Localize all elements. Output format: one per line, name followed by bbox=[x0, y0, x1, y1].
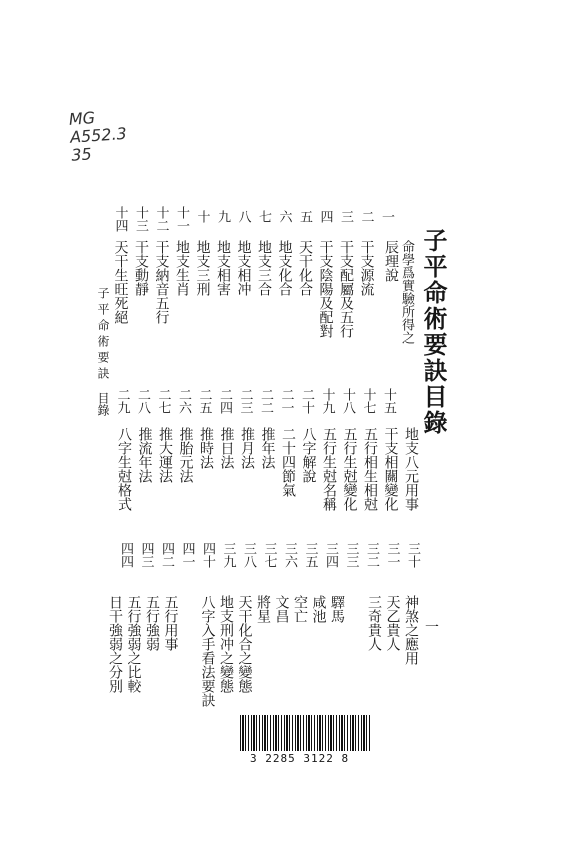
toc-item-number: 九 bbox=[215, 210, 230, 223]
toc-item-page: 三六 bbox=[282, 542, 297, 568]
toc-item-title: 推大運法 bbox=[157, 427, 173, 483]
toc-item-page: 三一 bbox=[384, 542, 400, 568]
toc-item-page: 二七 bbox=[155, 388, 171, 414]
barcode-number: 3 2285 3122 8 bbox=[250, 752, 350, 765]
toc-item-title: 五行強弱之比較 bbox=[125, 595, 142, 693]
toc-item-title: 八字生尅格式 bbox=[116, 427, 132, 511]
toc-item-page: 四二 bbox=[159, 542, 174, 568]
toc-item-title: 五行強弱 bbox=[144, 595, 160, 651]
toc-item-page: 二四 bbox=[217, 388, 232, 414]
toc-item-page: 三九 bbox=[220, 542, 236, 568]
toc-item-page: 三三 bbox=[343, 542, 359, 568]
toc-item-page: 二五 bbox=[196, 388, 212, 414]
toc-item-page: 四一 bbox=[179, 542, 195, 568]
toc-item-number: 十一 bbox=[174, 206, 189, 232]
toc-item-page: 二十 bbox=[299, 388, 314, 414]
gutter-book-title: 子平命術要訣 bbox=[96, 287, 110, 383]
page-number: 一 bbox=[425, 620, 439, 636]
toc-item-title: 推流年法 bbox=[136, 427, 153, 483]
toc-item-title: 地支相害 bbox=[215, 240, 231, 296]
handwritten-call-number bbox=[68, 105, 152, 164]
toc-item-title: 干支納音五行 bbox=[153, 240, 170, 324]
toc-item-page: 三二 bbox=[364, 542, 379, 568]
toc-item-number: 八 bbox=[235, 210, 251, 223]
toc-item-title: 地支三合 bbox=[256, 240, 272, 296]
toc-item-number: 二 bbox=[358, 210, 374, 223]
toc-item-title: 文昌 bbox=[273, 595, 290, 623]
toc-item-number: 四 bbox=[317, 210, 333, 223]
toc-item-title: 地支八元用事 bbox=[403, 427, 419, 511]
toc-item-title: 神煞之應用 bbox=[403, 595, 419, 665]
toc-item-title: 地支刑冲之變態 bbox=[218, 595, 234, 693]
toc-item-title: 干支動靜 bbox=[133, 240, 149, 296]
toc-item-title: 五行用事 bbox=[162, 595, 179, 651]
toc-item-title: 五行生尅變化 bbox=[341, 427, 358, 511]
toc-item-page: 二八 bbox=[135, 388, 150, 414]
toc-item-page: 三八 bbox=[241, 542, 256, 568]
toc-item-number: 七 bbox=[256, 210, 271, 223]
toc-item-number: 十四 bbox=[112, 206, 128, 232]
toc-item-title: 八字解說 bbox=[300, 427, 317, 483]
toc-item-page: 二三 bbox=[237, 388, 253, 414]
toc-item-page: 十七 bbox=[360, 388, 376, 414]
toc-item-title: 五行生尅名稱 bbox=[321, 427, 337, 511]
toc-item-title: 推年法 bbox=[259, 427, 276, 469]
toc-item-title: 二十四節氣 bbox=[280, 427, 296, 497]
toc-item-title: 天干化合 bbox=[297, 240, 313, 296]
toc-item-title: 推胎元法 bbox=[177, 427, 194, 483]
toc-item-title: 天干化合之變態 bbox=[236, 595, 253, 693]
toc-item-title: 地支化合 bbox=[276, 240, 293, 296]
toc-item-number: 五 bbox=[297, 210, 312, 223]
toc-item-title: 干支陰陽及配對 bbox=[317, 240, 334, 338]
toc-item-number: 六 bbox=[276, 210, 292, 223]
barcode bbox=[240, 715, 370, 751]
toc-item-page: 四三 bbox=[138, 542, 154, 568]
toc-item-title: 推日法 bbox=[218, 427, 235, 469]
toc-item-title: 辰理說 bbox=[383, 240, 399, 282]
toc-item-title: 干支源流 bbox=[358, 240, 375, 296]
toc-item-title: 干支配屬及五行 bbox=[338, 240, 354, 338]
toc-item-page: 四十 bbox=[200, 542, 215, 568]
toc-item-page: 四四 bbox=[118, 542, 133, 568]
toc-item-page: 十九 bbox=[319, 388, 335, 414]
toc-item-page: 三七 bbox=[261, 542, 277, 568]
toc-item-number: 十 bbox=[194, 210, 210, 223]
toc-item-number: 十二 bbox=[153, 206, 169, 232]
toc-item-title: 日干強弱之分別 bbox=[107, 595, 123, 693]
toc-item-page: 二一 bbox=[278, 388, 294, 414]
toc-item-page: 三五 bbox=[302, 542, 318, 568]
subtitle: 命學爲實驗所得之 bbox=[399, 240, 414, 344]
toc-item-title: 地支生肖 bbox=[174, 240, 190, 296]
toc-item-page: 二二 bbox=[258, 388, 273, 414]
call-number-line: 35 bbox=[70, 144, 93, 165]
toc-item-title: 天乙貴人 bbox=[384, 595, 401, 651]
toc-item-title: 驛馬 bbox=[329, 595, 345, 623]
toc-item-title: 推月法 bbox=[239, 427, 255, 469]
toc-item-page: 十五 bbox=[381, 388, 396, 414]
toc-item-title: 咸池 bbox=[310, 595, 327, 623]
toc-item-page: 十八 bbox=[340, 388, 355, 414]
toc-item-title: 地支三刑 bbox=[194, 240, 211, 296]
toc-item-number: 三 bbox=[338, 210, 353, 223]
toc-item-page: 二九 bbox=[114, 388, 130, 414]
toc-item-page: 三四 bbox=[323, 542, 338, 568]
toc-item-title: 推時法 bbox=[198, 427, 214, 469]
toc-item-number: 一 bbox=[379, 210, 394, 223]
toc-item-title: 地支相冲 bbox=[235, 240, 252, 296]
toc-item-title: 八字入手看法要訣 bbox=[199, 595, 216, 707]
toc-item-page: 二六 bbox=[176, 388, 191, 414]
call-number-line: MG bbox=[68, 108, 96, 129]
toc-item-number: 十三 bbox=[133, 206, 148, 232]
toc-item-page: 三十 bbox=[405, 542, 420, 568]
call-number-line: A552.3 bbox=[69, 123, 128, 147]
toc-item-title: 三奇貴人 bbox=[366, 595, 382, 651]
toc-item-title: 將星 bbox=[255, 595, 271, 623]
toc-item-title: 天干生旺死絕 bbox=[112, 240, 129, 324]
page-title: 子平命術要訣目錄 bbox=[419, 228, 448, 436]
toc-item-title: 空亡 bbox=[292, 595, 308, 623]
gutter-section: 目錄 bbox=[96, 392, 110, 416]
toc-item-title: 干支相關變化 bbox=[382, 427, 399, 511]
toc-item-title: 五行相生相尅 bbox=[362, 427, 378, 511]
